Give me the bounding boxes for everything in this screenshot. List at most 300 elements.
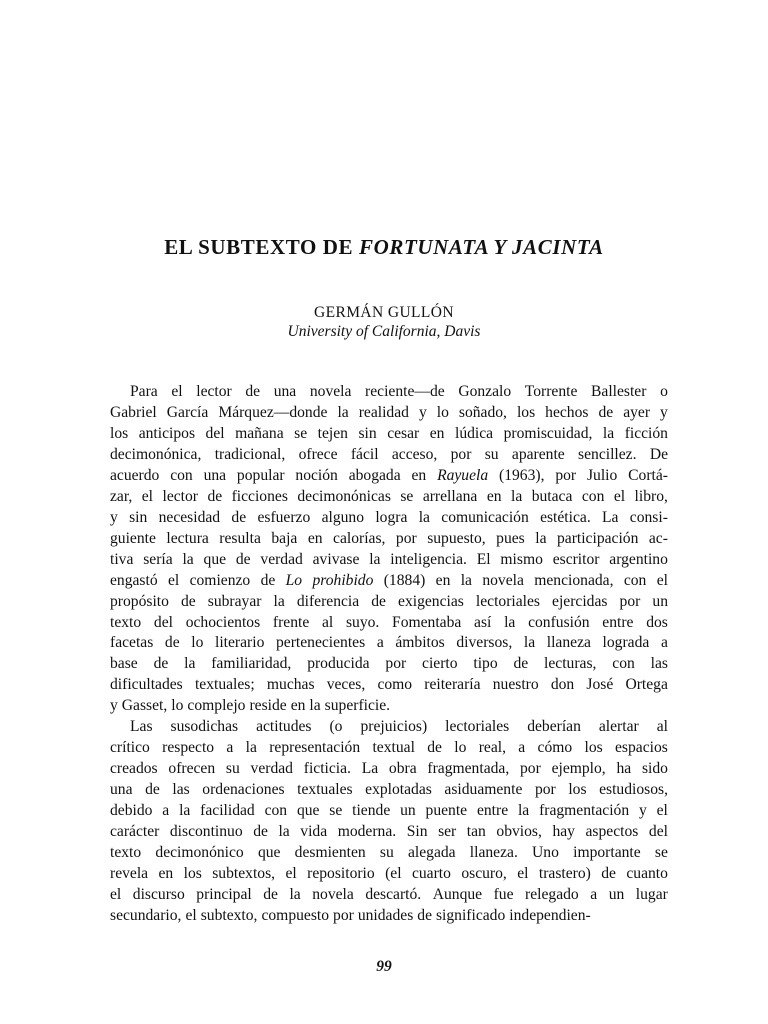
word: de	[245, 383, 261, 400]
word: ejercidas	[552, 592, 608, 610]
word: ficción	[624, 424, 668, 442]
word: descartó.	[365, 885, 422, 903]
word: que	[203, 550, 227, 568]
word: del	[205, 424, 225, 442]
word: de	[235, 550, 251, 568]
word: Lo	[285, 571, 303, 589]
word: de	[164, 634, 180, 652]
word: calorías,	[333, 529, 386, 547]
word: supuesto,	[427, 529, 486, 547]
text-line	[110, 632, 668, 653]
word: con	[264, 802, 288, 819]
text-line	[110, 507, 668, 528]
word: noción	[295, 466, 338, 484]
text-line	[110, 821, 668, 842]
word: superficie.	[324, 697, 391, 715]
word: por	[450, 445, 472, 463]
word: Aunque	[432, 885, 483, 903]
word: lo	[171, 697, 184, 715]
word: textual	[372, 739, 415, 757]
word: la	[184, 655, 196, 673]
word: la	[517, 802, 530, 819]
article-title	[0, 234, 768, 260]
word: tiende	[352, 802, 391, 819]
word: guiente	[110, 529, 156, 547]
word: estética.	[540, 508, 591, 526]
word: El	[476, 550, 491, 568]
word: la	[179, 802, 191, 819]
word: (o	[329, 718, 343, 736]
word: la	[245, 739, 257, 757]
word: mismo	[500, 550, 543, 568]
word: se	[400, 487, 414, 505]
word: se	[294, 424, 308, 442]
word: el	[167, 571, 180, 589]
word: llaneza	[546, 634, 591, 652]
text-line	[110, 612, 668, 633]
word: dos	[646, 613, 668, 631]
word: fragmentación	[539, 802, 630, 819]
word: explotadas	[365, 781, 432, 798]
word: en	[486, 487, 502, 505]
word: la	[602, 424, 615, 442]
text-line	[110, 863, 668, 884]
word: La	[361, 760, 379, 778]
word: texto	[110, 613, 142, 631]
word: puente	[425, 802, 468, 819]
word: de	[260, 571, 276, 589]
word: esfuerzo	[257, 508, 311, 526]
word: la	[504, 613, 516, 631]
word: compuesto	[261, 906, 330, 924]
word: arrellana	[422, 487, 478, 505]
word: de	[180, 592, 196, 610]
word: ficciones	[231, 487, 288, 505]
word: textuales	[297, 781, 353, 798]
word: la	[273, 592, 285, 610]
word: llaneza.	[469, 843, 518, 861]
word: Fomentaba	[392, 613, 462, 631]
word: los	[516, 403, 536, 421]
word: butaca	[531, 487, 573, 505]
word: lector	[162, 487, 198, 505]
word: y	[418, 403, 427, 421]
word: mencionada,	[534, 571, 614, 589]
word: zar,	[110, 487, 133, 505]
text-line	[110, 591, 668, 612]
text-line	[110, 884, 668, 905]
word: de	[145, 781, 160, 798]
word: exigencias	[398, 592, 464, 610]
word: sencillez.	[578, 445, 637, 463]
word: estudiosos,	[599, 781, 668, 798]
word: la	[289, 885, 301, 903]
word: decimonónico	[155, 843, 244, 861]
word: aparente	[511, 445, 565, 463]
text-line	[110, 905, 668, 926]
word: cuanto	[626, 864, 668, 882]
word: la	[337, 403, 349, 421]
text-line	[110, 570, 668, 591]
word: de	[601, 864, 616, 882]
word: novela	[309, 383, 352, 400]
text-line	[110, 402, 668, 423]
word: novela	[482, 571, 524, 589]
word: novela	[312, 885, 354, 903]
word: ejemplo,	[551, 760, 606, 778]
word: Las	[130, 718, 153, 736]
word: sin	[129, 508, 148, 526]
word: a	[226, 739, 234, 757]
word: un	[400, 802, 416, 819]
word: el	[185, 906, 197, 924]
word: veces,	[326, 676, 366, 694]
word: real,	[478, 739, 506, 757]
word: en	[429, 424, 445, 442]
word: actitudes	[256, 718, 312, 736]
word: don	[550, 676, 575, 694]
word: frente	[272, 613, 310, 631]
word: ordenaciones	[202, 781, 285, 798]
word: su	[225, 760, 240, 778]
word: mañana	[235, 424, 284, 442]
word: y	[110, 697, 118, 715]
word: un	[608, 885, 625, 903]
word: del	[153, 613, 173, 631]
word: prohibido	[312, 571, 374, 589]
word: lectoriales	[445, 718, 510, 736]
text-line	[110, 737, 668, 758]
word: y	[110, 508, 118, 526]
word: Gasset,	[121, 697, 168, 715]
word: sería	[143, 550, 173, 568]
word: escritor	[552, 550, 600, 568]
word: cuarto	[411, 864, 451, 882]
word: alegada	[407, 843, 456, 861]
word: tipo	[473, 655, 498, 673]
author-name: GERMÁN GULLÓN	[314, 304, 454, 321]
text-line	[130, 381, 668, 402]
word: a	[518, 739, 526, 757]
word: obvios,	[496, 823, 542, 840]
word: avivase	[312, 550, 360, 568]
word: ofrecen	[168, 760, 216, 778]
word: tiva	[110, 550, 134, 568]
text-line	[110, 800, 668, 821]
word: como	[377, 676, 413, 694]
text-line	[110, 549, 668, 570]
word: los	[568, 781, 587, 798]
text-line	[130, 716, 668, 737]
word: Ballester	[591, 383, 647, 400]
text-line	[110, 779, 668, 800]
word: prejuicios)	[360, 718, 428, 736]
word: discontinuo	[169, 823, 243, 840]
word: obra	[388, 760, 417, 778]
word: ámbitos	[395, 634, 445, 652]
text-line	[110, 758, 668, 779]
word: respecto	[162, 739, 215, 757]
word: vida	[300, 823, 328, 840]
word: a	[590, 885, 598, 903]
word: la	[523, 634, 536, 652]
word: las	[650, 655, 668, 673]
title-plain: EL SUBTEXTO DE	[164, 235, 354, 259]
word: debido	[110, 802, 153, 819]
word: y	[638, 802, 647, 819]
word: ochocientos	[185, 613, 261, 631]
word: comunicación	[441, 508, 529, 526]
word: revela	[110, 864, 149, 882]
word: por	[619, 592, 641, 610]
word: principal	[196, 885, 252, 903]
word: su	[484, 445, 499, 463]
word: desmienten	[294, 843, 366, 861]
word: entre	[476, 802, 509, 819]
word: realidad	[358, 403, 409, 421]
word: la	[309, 697, 321, 715]
word: el	[517, 864, 529, 882]
word: fragmentada,	[427, 760, 510, 778]
word: subtextos,	[212, 864, 276, 882]
word: lector	[196, 383, 232, 400]
word: confusión	[528, 613, 590, 631]
word: Julio	[586, 466, 618, 484]
word: se	[329, 802, 343, 819]
word: complejo	[187, 697, 246, 715]
word: engastó	[110, 571, 158, 589]
word: secundario,	[110, 906, 182, 924]
word: soñado,	[458, 403, 507, 421]
word: Sin	[406, 823, 428, 840]
word: nuestro	[492, 676, 539, 694]
word: el	[141, 487, 154, 505]
word: por	[385, 655, 407, 673]
word: diferencia	[296, 592, 360, 610]
word: decimonónicas	[297, 487, 391, 505]
word: sido	[641, 760, 668, 778]
word: Torrente	[524, 383, 578, 400]
word: susodichas	[170, 718, 239, 736]
word: y	[660, 403, 668, 421]
word: el	[656, 802, 668, 819]
word: José	[586, 676, 614, 694]
word: anticipos	[138, 424, 196, 442]
word: Uno	[532, 843, 559, 861]
word: ac-	[648, 529, 668, 547]
word: o	[660, 383, 668, 400]
word: importante	[573, 843, 641, 861]
word: la	[418, 508, 430, 526]
word: García	[166, 403, 209, 421]
text-line	[110, 465, 668, 486]
word: la	[460, 571, 472, 589]
word: suyo.	[345, 613, 380, 631]
title-italic: FORTUNATA Y JACINTA	[358, 235, 604, 259]
page-number: 99	[376, 958, 392, 975]
word: alertar	[598, 718, 639, 736]
word: alguno	[321, 508, 365, 526]
word: lo	[436, 403, 449, 421]
word: reciente—de	[365, 383, 445, 400]
word: representación	[269, 739, 361, 757]
word: (1963),	[499, 466, 545, 484]
text-line	[110, 674, 668, 695]
word: cierto	[422, 655, 458, 673]
word: de	[598, 403, 614, 421]
word: facilidad	[200, 802, 255, 819]
word: oscuro,	[461, 864, 507, 882]
word: ayer	[623, 403, 651, 421]
word: inteligencia.	[390, 550, 467, 568]
word: en	[411, 466, 427, 484]
word: textuales;	[194, 676, 255, 694]
word: pertenecientes	[276, 634, 366, 652]
word: Márquez—donde	[218, 403, 328, 421]
word: lugar	[635, 885, 668, 903]
word: un	[652, 592, 668, 610]
word: deberían	[527, 718, 581, 736]
word: logra	[375, 508, 408, 526]
word: la	[182, 550, 194, 568]
word: la	[278, 823, 290, 840]
word: literario	[215, 634, 265, 652]
word: de	[427, 739, 442, 757]
text-line	[110, 695, 668, 716]
word: abogada	[348, 466, 401, 484]
word: los	[584, 739, 603, 757]
word: acuerdo	[110, 466, 160, 484]
word: popular	[236, 466, 285, 484]
word: repositorio	[307, 864, 375, 882]
word: con	[612, 655, 635, 673]
word: subtexto,	[200, 906, 258, 924]
word: independien-	[509, 906, 591, 924]
word: moderna.	[337, 823, 397, 840]
word: Para	[130, 383, 158, 400]
word: al	[656, 718, 668, 736]
word: reiteraría	[424, 676, 481, 694]
word: en	[435, 571, 451, 589]
word: trastero)	[538, 864, 591, 882]
word: la	[510, 487, 523, 505]
word: argentino	[609, 550, 668, 568]
word: así	[474, 613, 492, 631]
word: el	[285, 864, 297, 882]
word: por	[395, 529, 417, 547]
word: las	[172, 781, 190, 798]
word: por	[520, 760, 541, 778]
word: (1884)	[383, 571, 426, 589]
word: en	[307, 529, 323, 547]
word: a	[660, 634, 668, 652]
word: a	[162, 802, 170, 819]
word: en	[158, 864, 174, 882]
word: una	[273, 383, 297, 400]
word: lectoriales	[475, 592, 540, 610]
word: (el	[385, 864, 402, 882]
word: producida	[307, 655, 370, 673]
word: el	[171, 383, 183, 400]
word: Gabriel	[110, 403, 157, 421]
word: la	[535, 529, 547, 547]
word: unidades	[357, 906, 414, 924]
word: de	[153, 655, 169, 673]
word: consi-	[629, 508, 668, 526]
word: de	[231, 508, 247, 526]
word: de	[253, 823, 268, 840]
word: Gonzalo	[458, 383, 512, 400]
word: lúdica	[454, 424, 494, 442]
word: de	[513, 655, 529, 673]
word: fácil	[350, 445, 379, 463]
word: los	[183, 864, 202, 882]
word: tradicional,	[214, 445, 286, 463]
text-line	[110, 653, 668, 674]
word: aspectos	[585, 823, 639, 840]
word: ha	[616, 760, 632, 778]
word: subrayar	[207, 592, 262, 610]
word: hechos	[545, 403, 589, 421]
word: verdad	[260, 550, 303, 568]
word: fue	[493, 885, 514, 903]
text-line	[110, 842, 668, 863]
word: creados	[110, 760, 158, 778]
word: lecturas,	[544, 655, 597, 673]
word: con	[170, 466, 193, 484]
word: ofrece	[298, 445, 338, 463]
word: cómo	[537, 739, 573, 757]
text-line	[110, 486, 668, 507]
word: relegado	[525, 885, 579, 903]
word: a	[376, 634, 384, 652]
word: diversos,	[456, 634, 513, 652]
word: por	[534, 781, 556, 798]
word: sin	[358, 424, 377, 442]
word: con	[623, 571, 647, 589]
word: acceso,	[391, 445, 438, 463]
word: que	[296, 802, 320, 819]
word: de	[371, 592, 386, 610]
word: propósito	[110, 592, 169, 610]
word: base	[110, 655, 138, 673]
word: Ortega	[625, 676, 668, 694]
word: en	[290, 697, 306, 715]
word: por	[333, 906, 354, 924]
word: de	[263, 885, 278, 903]
word: facetas	[110, 634, 154, 652]
word: La	[602, 508, 619, 526]
word: ser	[438, 823, 457, 840]
word: De	[649, 445, 668, 463]
word: muchas	[266, 676, 315, 694]
word: hay	[552, 823, 575, 840]
word: baja	[271, 529, 298, 547]
word: necesidad	[158, 508, 221, 526]
word: libro,	[634, 487, 668, 505]
word: Cortá-	[628, 466, 668, 484]
word: promiscuidad,	[503, 424, 593, 442]
word: pues	[496, 529, 525, 547]
word: ficticia.	[303, 760, 351, 778]
word: espacios	[615, 739, 668, 757]
word: entre	[602, 613, 634, 631]
word: dificultades	[110, 676, 183, 694]
word: discurso	[132, 885, 185, 903]
word: tan	[466, 823, 486, 840]
word: del	[648, 823, 668, 840]
word: por	[555, 466, 577, 484]
